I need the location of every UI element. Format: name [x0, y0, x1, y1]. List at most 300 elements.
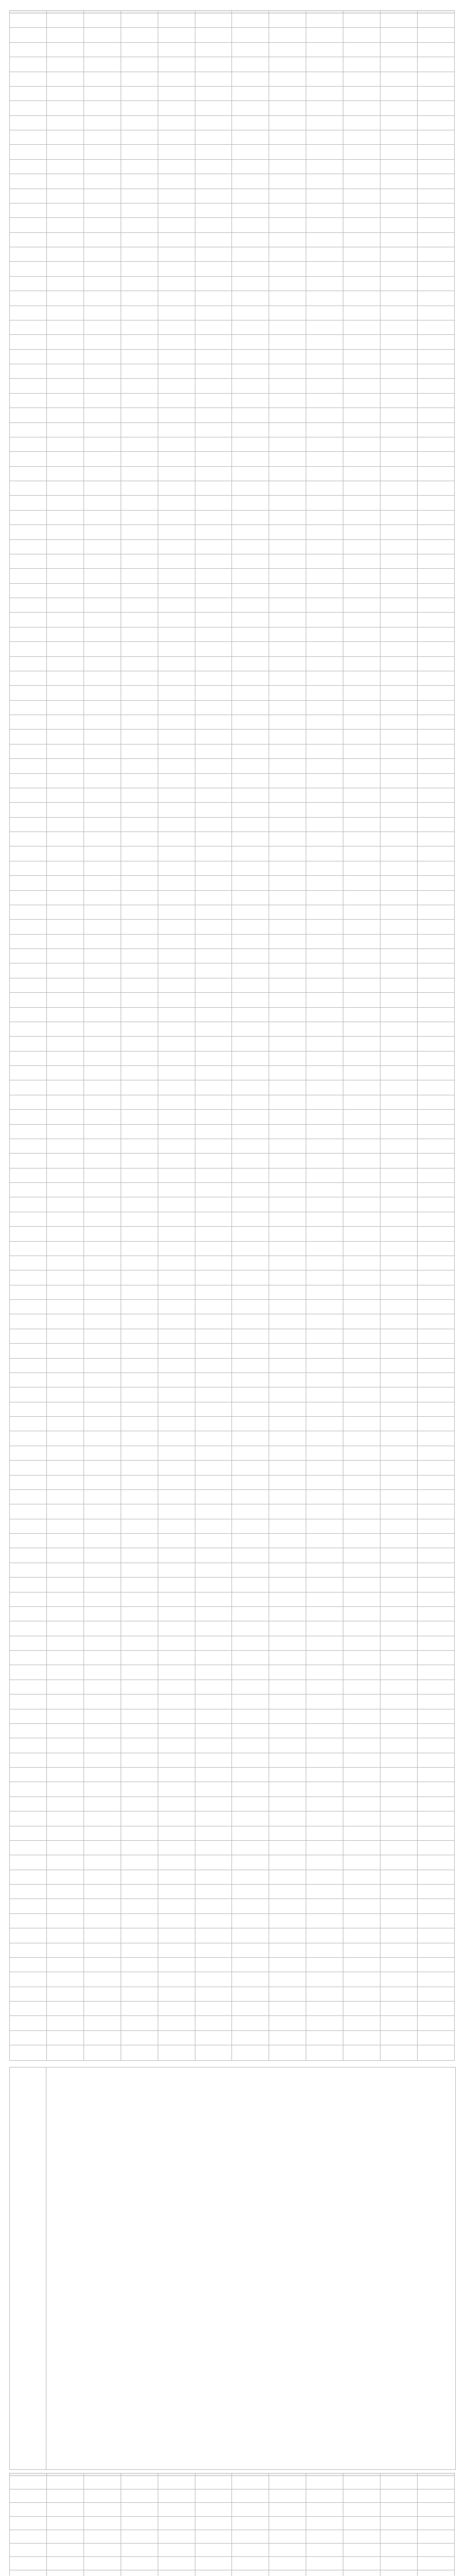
- table-cell: [46, 510, 84, 524]
- table-cell: [121, 379, 158, 393]
- table-cell: [232, 1066, 269, 1080]
- table-cell: [84, 803, 121, 817]
- table-cell: [232, 1943, 269, 1957]
- table-cell: [121, 1957, 158, 1972]
- table-cell: [380, 1826, 418, 1840]
- table-cell: [10, 1314, 47, 1329]
- table-cell: [417, 525, 454, 539]
- table-cell: [158, 1007, 195, 1022]
- table-cell: [84, 203, 121, 217]
- table-cell: [84, 583, 121, 598]
- table-cell: [269, 1943, 306, 1957]
- table-cell: [195, 1080, 232, 1095]
- table-cell: [343, 1504, 380, 1519]
- table-cell: [306, 115, 343, 130]
- table-cell: [380, 1548, 418, 1563]
- table-cell: [306, 759, 343, 773]
- table-cell: [121, 1709, 158, 1723]
- table-cell: [417, 86, 454, 100]
- table-cell: [417, 1738, 454, 1753]
- table-cell: [269, 583, 306, 598]
- table-cell: [158, 1826, 195, 1840]
- table-cell: [269, 539, 306, 554]
- table-cell: [10, 1022, 47, 1036]
- table-cell: [306, 1885, 343, 1899]
- table-cell: [195, 393, 232, 408]
- table-cell: [46, 1709, 84, 1723]
- table-cell: [10, 905, 47, 919]
- table-cell: [417, 1022, 454, 1036]
- table-cell: [10, 1548, 47, 1563]
- table-row: [10, 2016, 455, 2030]
- table-cell: [380, 1782, 418, 1797]
- table-cell: [232, 72, 269, 86]
- table-cell: [343, 554, 380, 568]
- table-cell: [46, 291, 84, 306]
- table-cell: [10, 276, 47, 291]
- table-cell: [46, 2489, 84, 2503]
- table-row: [10, 1592, 455, 1606]
- table-row: [10, 320, 455, 334]
- table-cell: [343, 159, 380, 174]
- table-cell: [10, 1534, 47, 1548]
- table-cell: [306, 1651, 343, 1665]
- table-cell: [380, 2530, 418, 2543]
- table-cell: [84, 2476, 121, 2489]
- table-cell: [84, 1037, 121, 1051]
- table-cell: [10, 1768, 47, 1782]
- table-cell: [380, 28, 418, 42]
- table-row: [10, 510, 455, 524]
- table-cell: [84, 379, 121, 393]
- table-cell: [84, 189, 121, 203]
- table-cell: [158, 1972, 195, 1987]
- table-cell: [380, 1578, 418, 1592]
- table-row: [10, 963, 455, 978]
- table-cell: [121, 642, 158, 656]
- table-cell: [232, 466, 269, 481]
- table-cell: [121, 115, 158, 130]
- table-cell: [84, 700, 121, 715]
- table-cell: [10, 1680, 47, 1694]
- table-cell: [46, 335, 84, 349]
- table-cell: [84, 715, 121, 730]
- table-cell: [380, 1723, 418, 1738]
- table-row: [10, 1885, 455, 1899]
- table-cell: [417, 2045, 454, 2061]
- table-cell: [10, 1592, 47, 1606]
- table-cell: [417, 115, 454, 130]
- table-cell: [158, 2557, 195, 2570]
- table-cell: [121, 13, 158, 28]
- table-cell: [380, 788, 418, 802]
- table-cell: [46, 101, 84, 115]
- table-cell: [269, 145, 306, 159]
- table-cell: [46, 1782, 84, 1797]
- table-cell: [269, 1855, 306, 1870]
- table-cell: [417, 1811, 454, 1826]
- table-cell: [343, 1139, 380, 1153]
- table-cell: [46, 1183, 84, 1197]
- table-row: [10, 1563, 455, 1577]
- table-cell: [306, 1110, 343, 1124]
- table-cell: [10, 393, 47, 408]
- table-cell: [195, 2489, 232, 2503]
- table-cell: [232, 1007, 269, 1022]
- table-cell: [121, 730, 158, 744]
- table-cell: [417, 422, 454, 437]
- table-cell: [158, 1417, 195, 1431]
- table-cell: [380, 1694, 418, 1709]
- table-cell: [195, 598, 232, 613]
- table-cell: [380, 803, 418, 817]
- table-cell: [84, 1387, 121, 1402]
- table-cell: [195, 554, 232, 568]
- table-cell: [195, 890, 232, 905]
- table-cell: [269, 1665, 306, 1680]
- table-cell: [84, 422, 121, 437]
- table-cell: [306, 876, 343, 890]
- table-cell: [306, 1606, 343, 1621]
- table-cell: [343, 101, 380, 115]
- table-cell: [158, 817, 195, 832]
- table-cell: [158, 42, 195, 57]
- table-cell: [232, 1709, 269, 1723]
- table-cell: [380, 1270, 418, 1285]
- table-cell: [121, 2489, 158, 2503]
- table-cell: [232, 978, 269, 992]
- table-cell: [121, 408, 158, 422]
- table-cell: [232, 1504, 269, 1519]
- table-cell: [306, 1738, 343, 1753]
- table-cell: [343, 569, 380, 583]
- table-cell: [121, 1782, 158, 1797]
- table-cell: [84, 963, 121, 978]
- table-cell: [46, 2503, 84, 2516]
- table-cell: [306, 335, 343, 349]
- table-cell: [380, 1037, 418, 1051]
- table-cell: [121, 1694, 158, 1709]
- table-cell: [10, 42, 47, 57]
- table-cell: [84, 730, 121, 744]
- table-cell: [343, 1606, 380, 1621]
- table-cell: [417, 437, 454, 451]
- table-cell: [306, 1826, 343, 1840]
- table-row: [10, 1578, 455, 1592]
- table-cell: [380, 656, 418, 671]
- table-row: [10, 2476, 455, 2489]
- table-cell: [84, 1344, 121, 1358]
- table-cell: [380, 510, 418, 524]
- table-row: [10, 2570, 455, 2576]
- table-cell: [121, 525, 158, 539]
- table-cell: [195, 130, 232, 145]
- table-cell: [306, 2045, 343, 2061]
- table-cell: [195, 803, 232, 817]
- table-cell: [195, 1358, 232, 1372]
- table-cell: [10, 1461, 47, 1475]
- table-cell: [158, 320, 195, 334]
- table-cell: [232, 715, 269, 730]
- table-cell: [46, 1651, 84, 1665]
- table-cell: [232, 832, 269, 846]
- table-cell: [121, 1665, 158, 1680]
- table-cell: [84, 174, 121, 189]
- table-cell: [306, 2530, 343, 2543]
- table-row: [10, 408, 455, 422]
- table-cell: [195, 846, 232, 861]
- table-cell: [343, 1753, 380, 1767]
- table-cell: [232, 598, 269, 613]
- table-cell: [84, 773, 121, 788]
- table-cell: [417, 320, 454, 334]
- table-cell: [380, 817, 418, 832]
- data-table: [9, 10, 455, 2061]
- table-cell: [46, 320, 84, 334]
- table-cell: [121, 817, 158, 832]
- table-cell: [343, 1124, 380, 1139]
- table-cell: [269, 1110, 306, 1124]
- table-cell: [158, 978, 195, 992]
- table-cell: [84, 1826, 121, 1840]
- table-cell: [46, 934, 84, 948]
- table-cell: [84, 1943, 121, 1957]
- table-cell: [417, 1885, 454, 1899]
- table-cell: [195, 905, 232, 919]
- table-cell: [84, 2016, 121, 2030]
- table-cell: [232, 1372, 269, 1387]
- table-cell: [121, 1417, 158, 1431]
- table-cell: [232, 2476, 269, 2489]
- table-cell: [306, 42, 343, 57]
- table-cell: [195, 2543, 232, 2556]
- table-cell: [10, 1855, 47, 1870]
- table-cell: [10, 1885, 47, 1899]
- table-cell: [10, 1417, 47, 1431]
- table-cell: [232, 1139, 269, 1153]
- table-cell: [121, 1139, 158, 1153]
- table-cell: [380, 159, 418, 174]
- table-body-lower: [10, 2476, 455, 2576]
- table-cell: [46, 715, 84, 730]
- table-cell: [158, 1124, 195, 1139]
- table-cell: [195, 247, 232, 262]
- table-cell: [84, 1256, 121, 1270]
- table-cell: [343, 1797, 380, 1811]
- table-cell: [46, 1943, 84, 1957]
- table-cell: [232, 2016, 269, 2030]
- table-cell: [343, 408, 380, 422]
- table-cell: [10, 466, 47, 481]
- table-cell: [84, 1270, 121, 1285]
- table-cell: [158, 262, 195, 276]
- table-cell: [121, 437, 158, 451]
- table-cell: [380, 1431, 418, 1446]
- table-cell: [380, 437, 418, 451]
- table-cell: [10, 1431, 47, 1446]
- table-cell: [380, 1797, 418, 1811]
- table-cell: [46, 525, 84, 539]
- table-row: [10, 920, 455, 934]
- table-cell: [121, 145, 158, 159]
- table-cell: [343, 1212, 380, 1226]
- table-cell: [269, 759, 306, 773]
- table-cell: [232, 510, 269, 524]
- table-cell: [306, 1913, 343, 1928]
- table-cell: [158, 1431, 195, 1446]
- table-cell: [232, 1811, 269, 1826]
- table-cell: [195, 510, 232, 524]
- table-cell: [306, 993, 343, 1007]
- table-cell: [269, 408, 306, 422]
- table-cell: [10, 247, 47, 262]
- table-cell: [10, 1899, 47, 1913]
- table-cell: [121, 803, 158, 817]
- table-cell: [158, 1489, 195, 1504]
- table-cell: [343, 993, 380, 1007]
- table-cell: [195, 203, 232, 217]
- table-cell: [46, 86, 84, 100]
- table-cell: [195, 1154, 232, 1168]
- table-cell: [46, 949, 84, 963]
- table-cell: [417, 1227, 454, 1241]
- table-cell: [46, 218, 84, 232]
- table-row: [10, 2530, 455, 2543]
- table-cell: [195, 963, 232, 978]
- table-cell: [232, 1723, 269, 1738]
- table-cell: [232, 1606, 269, 1621]
- table-cell: [195, 189, 232, 203]
- table-cell: [232, 1782, 269, 1797]
- table-cell: [343, 86, 380, 100]
- table-cell: [343, 1972, 380, 1987]
- table-cell: [417, 1037, 454, 1051]
- table-cell: [343, 393, 380, 408]
- table-cell: [84, 788, 121, 802]
- table-cell: [380, 1840, 418, 1855]
- table-cell: [195, 627, 232, 641]
- table-cell: [417, 1870, 454, 1884]
- table-cell: [306, 1899, 343, 1913]
- table-cell: [417, 934, 454, 948]
- table-cell: [195, 773, 232, 788]
- table-row: [10, 934, 455, 948]
- table-cell: [269, 671, 306, 685]
- table-cell: [121, 744, 158, 758]
- table-row: [10, 730, 455, 744]
- table-cell: [232, 1344, 269, 1358]
- table-cell: [10, 1475, 47, 1489]
- table-cell: [343, 1154, 380, 1168]
- table-cell: [84, 320, 121, 334]
- table-row: [10, 569, 455, 583]
- table-cell: [121, 934, 158, 948]
- table-cell: [84, 306, 121, 320]
- table-cell: [417, 1154, 454, 1168]
- table-cell: [306, 1753, 343, 1767]
- table-cell: [46, 42, 84, 57]
- table-cell: [417, 1972, 454, 1987]
- table-cell: [417, 1417, 454, 1431]
- table-cell: [121, 1621, 158, 1636]
- table-cell: [46, 189, 84, 203]
- table-cell: [269, 1329, 306, 1343]
- table-cell: [84, 13, 121, 28]
- table-cell: [306, 1256, 343, 1270]
- table-cell: [195, 1797, 232, 1811]
- table-cell: [232, 2002, 269, 2016]
- table-cell: [121, 218, 158, 232]
- table-cell: [306, 1943, 343, 1957]
- table-cell: [380, 1885, 418, 1899]
- table-cell: [121, 861, 158, 875]
- table-cell: [158, 1636, 195, 1650]
- table-cell: [269, 2002, 306, 2016]
- table-row: [10, 686, 455, 700]
- table-cell: [84, 598, 121, 613]
- table-row: [10, 1431, 455, 1446]
- table-cell: [195, 1592, 232, 1606]
- table-cell: [46, 130, 84, 145]
- table-cell: [158, 189, 195, 203]
- table-cell: [46, 1694, 84, 1709]
- table-cell: [306, 730, 343, 744]
- table-cell: [121, 1358, 158, 1372]
- table-cell: [380, 1913, 418, 1928]
- table-cell: [306, 1504, 343, 1519]
- table-cell: [195, 452, 232, 466]
- table-cell: [46, 2570, 84, 2576]
- table-cell: [232, 642, 269, 656]
- table-cell: [158, 671, 195, 685]
- table-row: [10, 1972, 455, 1987]
- table-row: [10, 1782, 455, 1797]
- table-cell: [46, 1270, 84, 1285]
- table-cell: [10, 2045, 47, 2061]
- table-cell: [10, 1738, 47, 1753]
- table-cell: [269, 1461, 306, 1475]
- table-cell: [417, 1797, 454, 1811]
- table-cell: [343, 1694, 380, 1709]
- table-cell: [232, 13, 269, 28]
- table-cell: [195, 876, 232, 890]
- table-cell: [380, 1534, 418, 1548]
- table-cell: [343, 174, 380, 189]
- table-cell: [46, 1095, 84, 1109]
- table-cell: [10, 1154, 47, 1168]
- table-cell: [195, 642, 232, 656]
- table-cell: [46, 1489, 84, 1504]
- table-cell: [195, 1227, 232, 1241]
- table-cell: [46, 1475, 84, 1489]
- table-cell: [343, 1928, 380, 1943]
- table-cell: [380, 890, 418, 905]
- table-cell: [232, 1461, 269, 1475]
- table-cell: [121, 1344, 158, 1358]
- table-cell: [10, 832, 47, 846]
- table-cell: [84, 1358, 121, 1372]
- table-cell: [84, 1197, 121, 1212]
- table-cell: [306, 408, 343, 422]
- table-cell: [195, 1899, 232, 1913]
- table-cell: [380, 42, 418, 57]
- table-cell: [158, 1899, 195, 1913]
- table-cell: [269, 1811, 306, 1826]
- table-cell: [380, 335, 418, 349]
- table-cell: [158, 2030, 195, 2045]
- table-cell: [195, 1446, 232, 1460]
- table-row: [10, 1417, 455, 1431]
